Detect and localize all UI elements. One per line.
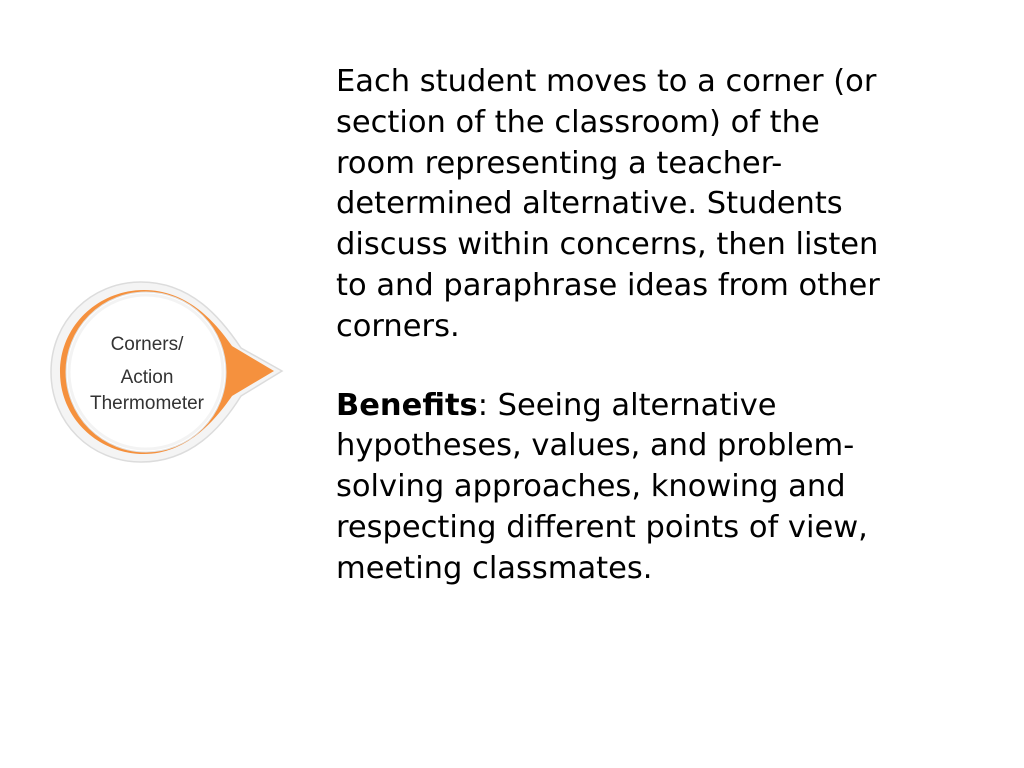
text-line: meeting classmates. xyxy=(336,550,653,586)
text-line: corners. xyxy=(336,308,460,344)
text-line: solving approaches, knowing and xyxy=(336,469,846,505)
text-line: Each student moves to a corner (or xyxy=(336,64,877,99)
badge-label-line: Corners/ xyxy=(110,334,184,355)
body-text xyxy=(336,62,976,590)
text-line: determined alternative. Students xyxy=(336,186,843,222)
text-line xyxy=(336,386,976,427)
text-line: hypotheses, values, and problem- xyxy=(336,428,855,464)
benefits-intro: : Seeing alternative xyxy=(477,387,777,423)
text-line: section of the classroom) of the xyxy=(336,104,820,140)
text-line: respecting different points of view, xyxy=(336,509,868,545)
description-paragraph xyxy=(336,62,976,348)
text-line: room representing a teacher- xyxy=(336,145,783,181)
benefits-heading: Benefits xyxy=(336,387,478,423)
benefits-paragraph xyxy=(336,386,976,590)
badge-label-line: Action xyxy=(120,367,174,388)
text-line: to and paraphrase ideas from other xyxy=(336,267,880,303)
badge-label-line: Thermometer xyxy=(89,393,205,414)
text-line: discuss within concerns, then listen xyxy=(336,227,879,263)
badge-label xyxy=(40,330,254,418)
